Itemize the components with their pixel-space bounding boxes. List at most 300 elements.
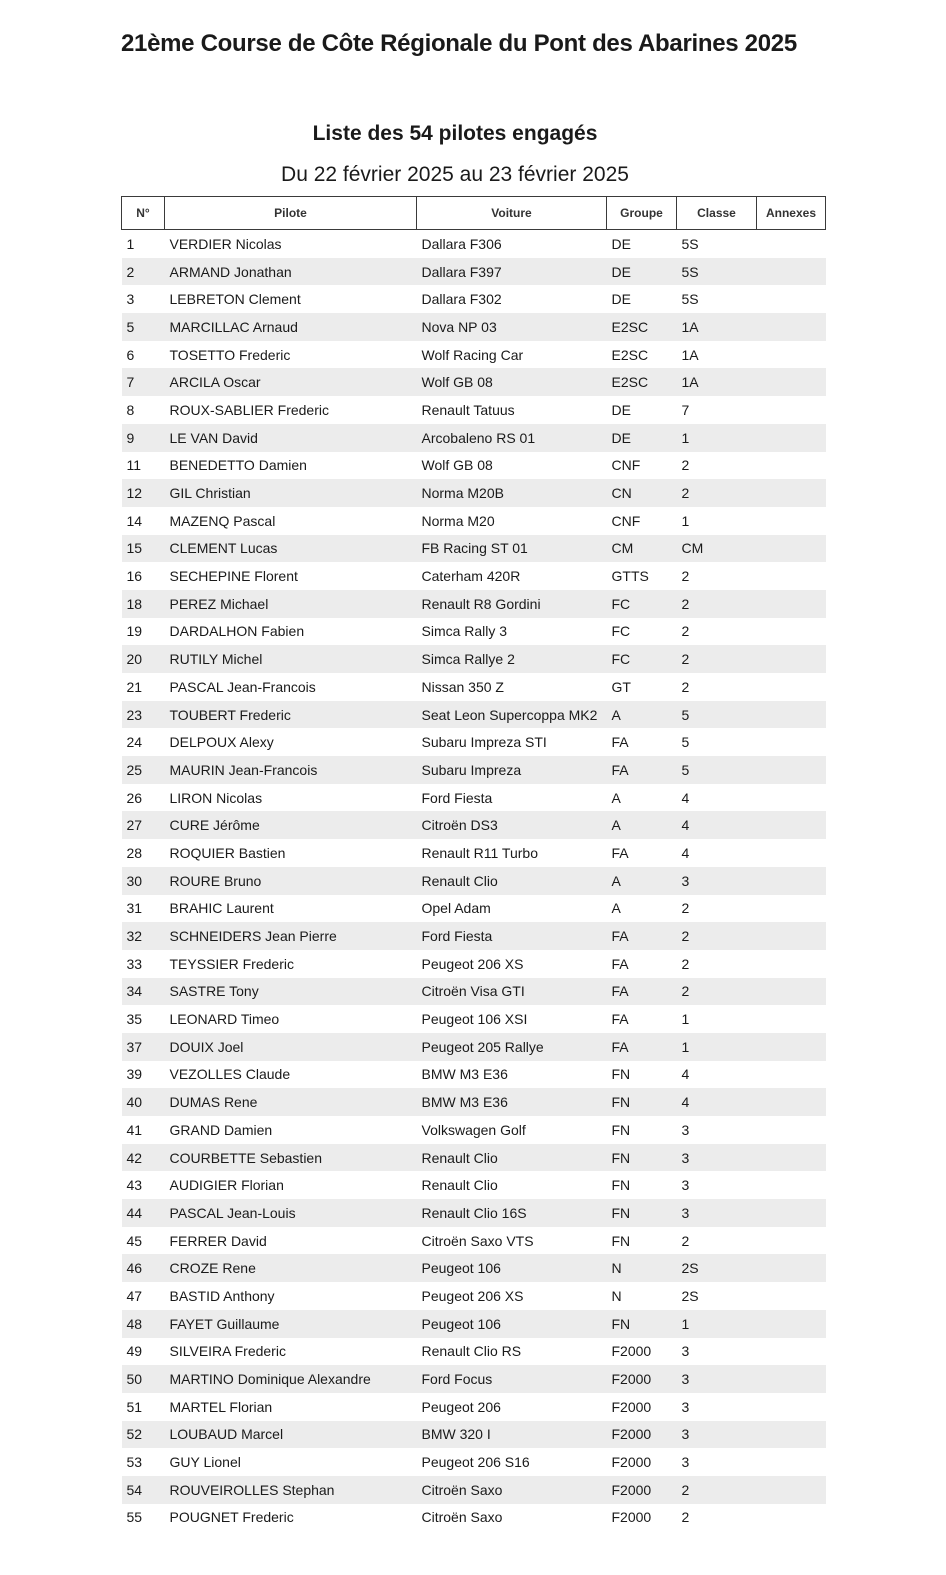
cell-number: 43: [126, 1177, 143, 1194]
cell-annexes: [757, 368, 826, 396]
cell-voiture: Peugeot 205 Rallye: [417, 1033, 607, 1061]
cell-voiture: Volkswagen Golf: [421, 1121, 526, 1138]
cell-pilote: TEYSSIER Frederic: [169, 955, 294, 972]
cell-groupe: F2000: [607, 1476, 677, 1504]
table-row: [122, 1144, 826, 1172]
table-row: [122, 1338, 826, 1366]
cell-classe: 4: [681, 844, 690, 861]
table-row: [122, 452, 826, 480]
cell-voiture: Citroën DS3: [417, 811, 607, 839]
cell-voiture: FB Racing ST 01: [417, 535, 607, 563]
cell-groupe: FA: [607, 978, 677, 1006]
cell-voiture: Ford Focus: [417, 1365, 607, 1393]
cell-pilote: DARDALHON Fabien: [169, 623, 305, 640]
cell-pilote: PEREZ Michael: [165, 590, 417, 618]
table-row: [122, 562, 826, 590]
table-row: [122, 867, 826, 895]
cell-number: 52: [122, 1421, 165, 1449]
cell-classe: 3: [681, 1343, 690, 1360]
cell-groupe: E2SC: [607, 313, 677, 341]
cell-pilote: GUY Lionel: [169, 1454, 241, 1471]
table-row: [122, 811, 826, 839]
cell-groupe: F2000: [611, 1454, 652, 1471]
cell-groupe: DE: [607, 258, 677, 286]
cell-voiture: Wolf GB 08: [421, 457, 493, 474]
cell-classe: 5: [677, 756, 757, 784]
cell-classe: 5S: [677, 258, 757, 286]
cell-pilote: TOSETTO Frederic: [169, 346, 291, 363]
cell-number: 19: [126, 623, 143, 640]
cell-annexes: [757, 424, 826, 452]
cell-classe: 2: [681, 623, 690, 640]
cell-groupe: FA: [607, 1033, 677, 1061]
cell-classe: 2: [681, 1232, 690, 1249]
cell-classe: 4: [681, 789, 690, 806]
table-row: [122, 922, 826, 950]
cell-pilote: SCHNEIDERS Jean Pierre: [165, 922, 417, 950]
cell-annexes: [757, 452, 826, 480]
cell-annexes: [757, 1199, 826, 1227]
cell-number: 48: [122, 1310, 165, 1338]
cell-classe: 7: [681, 401, 690, 418]
cell-annexes: [757, 1116, 826, 1144]
cell-classe: 3: [677, 1199, 757, 1227]
table-row: [122, 950, 826, 978]
cell-number: 9: [122, 424, 165, 452]
cell-pilote: ARMAND Jonathan: [165, 258, 417, 286]
cell-voiture: Renault Tatuus: [421, 401, 515, 418]
cell-annexes: [757, 867, 826, 895]
cell-voiture: Simca Rallye 2: [417, 645, 607, 673]
cell-classe: 3: [681, 1121, 690, 1138]
cell-groupe: A: [607, 701, 677, 729]
cell-classe: 2: [677, 978, 757, 1006]
cell-number: 53: [126, 1454, 143, 1471]
cell-annexes: [757, 1144, 826, 1172]
cell-annexes: [757, 258, 826, 286]
cell-groupe: A: [611, 789, 621, 806]
cell-number: 51: [126, 1398, 143, 1415]
cell-classe: 5: [681, 734, 690, 751]
cell-annexes: [757, 341, 826, 369]
cell-annexes: [757, 479, 826, 507]
cell-groupe: FN: [607, 1310, 677, 1338]
cell-pilote: SILVEIRA Frederic: [169, 1343, 286, 1360]
cell-pilote: FAYET Guillaume: [165, 1310, 417, 1338]
cell-annexes: [757, 1088, 826, 1116]
cell-groupe: DE: [611, 235, 631, 252]
cell-groupe: CN: [607, 479, 677, 507]
page-title: 21ème Course de Côte Régionale du Pont des Abarines 2025: [121, 30, 797, 57]
cell-pilote: POUGNET Frederic: [169, 1509, 294, 1526]
cell-number: 18: [122, 590, 165, 618]
cell-number: 39: [126, 1066, 143, 1083]
cell-voiture: Dallara F302: [421, 291, 502, 308]
cell-annexes: [757, 313, 826, 341]
table-row: [122, 978, 826, 1006]
cell-number: 40: [122, 1088, 165, 1116]
cell-pilote: LOUBAUD Marcel: [165, 1421, 417, 1449]
cell-number: 55: [126, 1509, 143, 1526]
cell-number: 2: [122, 258, 165, 286]
table-row: [122, 1033, 826, 1061]
cell-annexes: [757, 1171, 826, 1199]
cell-number: 25: [122, 756, 165, 784]
cell-annexes: [757, 535, 826, 563]
cell-classe: 1: [677, 1033, 757, 1061]
cell-annexes: [757, 1338, 826, 1366]
column-header-number: N°: [122, 197, 165, 230]
cell-groupe: CM: [607, 535, 677, 563]
cell-voiture: Subaru Impreza: [417, 756, 607, 784]
cell-groupe: FN: [611, 1177, 631, 1194]
cell-classe: 5S: [681, 291, 699, 308]
cell-number: 27: [122, 811, 165, 839]
table-header-row: [122, 197, 826, 230]
cell-voiture: Caterham 420R: [421, 568, 521, 585]
cell-annexes: [757, 950, 826, 978]
table-row: [122, 1227, 826, 1255]
table-row: [122, 784, 826, 812]
cell-number: 26: [126, 789, 143, 806]
cell-voiture: Dallara F306: [421, 235, 502, 252]
cell-voiture: Renault Clio RS: [421, 1343, 522, 1360]
cell-number: 35: [126, 1011, 143, 1028]
cell-classe: 2: [681, 955, 690, 972]
table-row: [122, 618, 826, 646]
cell-groupe: FC: [607, 645, 677, 673]
cell-groupe: DE: [611, 401, 631, 418]
cell-number: 20: [122, 645, 165, 673]
cell-number: 23: [122, 701, 165, 729]
cell-groupe: CNF: [611, 457, 641, 474]
table-row: [122, 285, 826, 313]
cell-voiture: Ford Fiesta: [417, 922, 607, 950]
cell-annexes: [757, 701, 826, 729]
cell-number: 15: [122, 535, 165, 563]
cell-annexes: [757, 230, 826, 258]
cell-groupe: FN: [607, 1144, 677, 1172]
event-dates: Du 22 février 2025 au 23 février 2025: [281, 163, 629, 186]
cell-voiture: Wolf Racing Car: [421, 346, 524, 363]
cell-classe: 1A: [677, 368, 757, 396]
cell-classe: 3: [677, 1365, 757, 1393]
cell-pilote: MARTINO Dominique Alexandre: [165, 1365, 417, 1393]
table-row: [122, 396, 826, 424]
cell-pilote: DOUIX Joel: [165, 1033, 417, 1061]
cell-groupe: FC: [611, 623, 631, 640]
cell-pilote: BASTID Anthony: [169, 1287, 275, 1304]
cell-number: 14: [126, 512, 143, 529]
cell-pilote: TOUBERT Frederic: [165, 701, 417, 729]
cell-annexes: [757, 1033, 826, 1061]
cell-voiture: Norma M20: [421, 512, 495, 529]
cell-number: 47: [126, 1287, 143, 1304]
cell-classe: 4: [677, 1088, 757, 1116]
cell-groupe: DE: [607, 424, 677, 452]
cell-classe: 1A: [681, 346, 699, 363]
cell-groupe: FC: [607, 590, 677, 618]
cell-number: 54: [122, 1476, 165, 1504]
cell-annexes: [757, 728, 826, 756]
cell-pilote: LEBRETON Clement: [169, 291, 301, 308]
cell-voiture: Citroën Saxo: [421, 1509, 503, 1526]
cell-number: 1: [126, 235, 135, 252]
cell-voiture: Renault R8 Gordini: [417, 590, 607, 618]
cell-classe: 3: [681, 1398, 690, 1415]
cell-voiture: BMW M3 E36: [421, 1066, 508, 1083]
cell-pilote: BRAHIC Laurent: [169, 900, 274, 917]
cell-groupe: FN: [607, 1199, 677, 1227]
cell-pilote: FERRER David: [169, 1232, 267, 1249]
cell-groupe: F2000: [611, 1509, 652, 1526]
cell-number: 50: [122, 1365, 165, 1393]
cell-voiture: Peugeot 206 S16: [421, 1454, 530, 1471]
cell-pilote: CURE Jérôme: [165, 811, 417, 839]
cell-voiture: BMW M3 E36: [417, 1088, 607, 1116]
cell-voiture: Norma M20B: [417, 479, 607, 507]
cell-number: 49: [126, 1343, 143, 1360]
cell-pilote: GRAND Damien: [169, 1121, 273, 1138]
table-body: [122, 230, 826, 1532]
cell-pilote: SECHEPINE Florent: [169, 568, 298, 585]
column-header-annexes: Annexes: [757, 197, 826, 230]
cell-annexes: [757, 1061, 826, 1089]
cell-annexes: [757, 1393, 826, 1421]
cell-annexes: [757, 811, 826, 839]
cell-voiture: Peugeot 206 XS: [421, 955, 524, 972]
cell-annexes: [757, 1005, 826, 1033]
cell-number: 42: [122, 1144, 165, 1172]
table-row: [122, 1116, 826, 1144]
table-row: [122, 1365, 826, 1393]
cell-pilote: CLEMENT Lucas: [165, 535, 417, 563]
cell-pilote: ROURE Bruno: [165, 867, 417, 895]
cell-voiture: Simca Rally 3: [421, 623, 508, 640]
cell-groupe: FA: [607, 756, 677, 784]
table-row: [122, 507, 826, 535]
cell-voiture: Peugeot 106 XSI: [421, 1011, 528, 1028]
cell-classe: 2: [681, 678, 690, 695]
cell-pilote: BENEDETTO Damien: [169, 457, 307, 474]
table-row: [122, 1310, 826, 1338]
cell-pilote: GIL Christian: [165, 479, 417, 507]
table-row: [122, 1393, 826, 1421]
cell-classe: 4: [681, 1066, 690, 1083]
cell-classe: 2: [677, 479, 757, 507]
cell-voiture: Peugeot 106: [417, 1310, 607, 1338]
cell-annexes: [757, 673, 826, 701]
cell-groupe: FN: [611, 1121, 631, 1138]
cell-groupe: FA: [611, 955, 629, 972]
cell-classe: 3: [677, 1144, 757, 1172]
cell-voiture: Peugeot 206 XS: [421, 1287, 524, 1304]
cell-groupe: FN: [607, 1088, 677, 1116]
cell-voiture: Subaru Impreza STI: [421, 734, 547, 751]
pilots-table: [121, 196, 826, 1531]
cell-annexes: [757, 1504, 826, 1532]
table-row: [122, 1254, 826, 1282]
cell-groupe: A: [611, 900, 621, 917]
cell-voiture: Renault Clio 16S: [417, 1199, 607, 1227]
cell-pilote: AUDIGIER Florian: [169, 1177, 284, 1194]
cell-number: 46: [122, 1254, 165, 1282]
cell-number: 24: [126, 734, 143, 751]
table-row: [122, 1282, 826, 1310]
cell-annexes: [757, 784, 826, 812]
cell-pilote: CROZE Rene: [165, 1254, 417, 1282]
cell-annexes: [757, 562, 826, 590]
cell-pilote: ROUX-SABLIER Frederic: [169, 401, 329, 418]
cell-annexes: [757, 1227, 826, 1255]
cell-number: 41: [126, 1121, 143, 1138]
cell-annexes: [757, 1310, 826, 1338]
cell-classe: 2: [681, 457, 690, 474]
table-row: [122, 839, 826, 867]
cell-number: 32: [122, 922, 165, 950]
cell-groupe: FN: [611, 1232, 631, 1249]
cell-pilote: RUTILY Michel: [165, 645, 417, 673]
cell-classe: 3: [681, 1454, 690, 1471]
cell-groupe: F2000: [611, 1343, 652, 1360]
cell-annexes: [757, 285, 826, 313]
table-row: [122, 756, 826, 784]
cell-number: 8: [126, 401, 135, 418]
cell-pilote: DUMAS Rene: [165, 1088, 417, 1116]
table-row: [122, 535, 826, 563]
cell-classe: 1: [681, 512, 690, 529]
cell-groupe: F2000: [607, 1365, 677, 1393]
cell-classe: 1A: [677, 313, 757, 341]
cell-classe: 2S: [677, 1254, 757, 1282]
table-row: [122, 645, 826, 673]
cell-groupe: N: [607, 1254, 677, 1282]
table-row: [122, 368, 826, 396]
table-row: [122, 728, 826, 756]
cell-voiture: Citroën Saxo: [417, 1476, 607, 1504]
cell-voiture: Citroën Visa GTI: [417, 978, 607, 1006]
cell-annexes: [757, 1365, 826, 1393]
cell-annexes: [757, 756, 826, 784]
table-row: [122, 1421, 826, 1449]
table-row: [122, 479, 826, 507]
cell-number: 5: [122, 313, 165, 341]
cell-voiture: Opel Adam: [421, 900, 491, 917]
cell-classe: CM: [677, 535, 757, 563]
cell-classe: 3: [681, 1177, 690, 1194]
table-row: [122, 1476, 826, 1504]
cell-number: 11: [126, 457, 142, 474]
cell-groupe: FA: [611, 844, 629, 861]
table-row: [122, 1088, 826, 1116]
cell-pilote: LEONARD Timeo: [169, 1011, 280, 1028]
cell-groupe: FA: [611, 734, 629, 751]
cell-number: 37: [122, 1033, 165, 1061]
cell-pilote: MARCILLAC Arnaud: [165, 313, 417, 341]
cell-number: 12: [122, 479, 165, 507]
cell-pilote: LIRON Nicolas: [169, 789, 263, 806]
cell-number: 31: [126, 900, 143, 917]
table-row: [122, 424, 826, 452]
cell-voiture: Renault R11 Turbo: [421, 844, 538, 861]
table-row: [122, 1504, 826, 1532]
cell-annexes: [757, 1282, 826, 1310]
cell-groupe: A: [607, 867, 677, 895]
cell-voiture: Renault Clio: [417, 1144, 607, 1172]
table-row: [122, 313, 826, 341]
cell-number: 16: [126, 568, 143, 585]
cell-pilote: MAZENQ Pascal: [169, 512, 276, 529]
table-row: [122, 590, 826, 618]
cell-groupe: FA: [611, 1011, 629, 1028]
list-subtitle: Liste des 54 pilotes engagés: [312, 122, 598, 145]
cell-classe: 2: [681, 900, 690, 917]
cell-number: 7: [122, 368, 165, 396]
cell-number: 28: [126, 844, 143, 861]
column-header-voiture: Voiture: [417, 197, 607, 230]
cell-annexes: [757, 895, 826, 923]
cell-number: 6: [126, 346, 135, 363]
cell-pilote: LE VAN David: [165, 424, 417, 452]
cell-annexes: [757, 590, 826, 618]
cell-number: 30: [122, 867, 165, 895]
cell-pilote: PASCAL Jean-Louis: [165, 1199, 417, 1227]
cell-classe: 1: [677, 1310, 757, 1338]
column-header-classe: Classe: [677, 197, 757, 230]
cell-pilote: SASTRE Tony: [165, 978, 417, 1006]
table-row: [122, 701, 826, 729]
cell-annexes: [757, 1448, 826, 1476]
table-row: [122, 1199, 826, 1227]
cell-voiture: Wolf GB 08: [417, 368, 607, 396]
cell-number: 44: [122, 1199, 165, 1227]
cell-number: 45: [126, 1232, 143, 1249]
cell-classe: 5S: [681, 235, 699, 252]
cell-pilote: VEZOLLES Claude: [169, 1066, 291, 1083]
cell-annexes: [757, 922, 826, 950]
column-header-groupe: Groupe: [607, 197, 677, 230]
table-row: [122, 1061, 826, 1089]
cell-classe: 5: [677, 701, 757, 729]
cell-classe: 2S: [681, 1287, 699, 1304]
cell-pilote: MARTEL Florian: [169, 1398, 273, 1415]
table-row: [122, 230, 826, 258]
cell-classe: 2: [677, 645, 757, 673]
cell-annexes: [757, 507, 826, 535]
cell-annexes: [757, 978, 826, 1006]
cell-classe: 4: [677, 811, 757, 839]
cell-voiture: Renault Clio: [421, 1177, 498, 1194]
cell-annexes: [757, 839, 826, 867]
column-header-pilote: Pilote: [165, 197, 417, 230]
cell-voiture: BMW 320 I: [417, 1421, 607, 1449]
table-row: [122, 258, 826, 286]
cell-groupe: F2000: [611, 1398, 652, 1415]
cell-classe: 1: [677, 424, 757, 452]
cell-number: 21: [126, 678, 143, 695]
cell-classe: 2: [677, 922, 757, 950]
table-row: [122, 1448, 826, 1476]
cell-groupe: E2SC: [607, 368, 677, 396]
cell-annexes: [757, 618, 826, 646]
table-row: [122, 1005, 826, 1033]
cell-voiture: Seat Leon Supercoppa MK2: [417, 701, 607, 729]
cell-annexes: [757, 645, 826, 673]
cell-pilote: DELPOUX Alexy: [169, 734, 274, 751]
cell-pilote: ROQUIER Bastien: [169, 844, 286, 861]
cell-voiture: Citroën Saxo VTS: [421, 1232, 534, 1249]
cell-groupe: FA: [607, 922, 677, 950]
